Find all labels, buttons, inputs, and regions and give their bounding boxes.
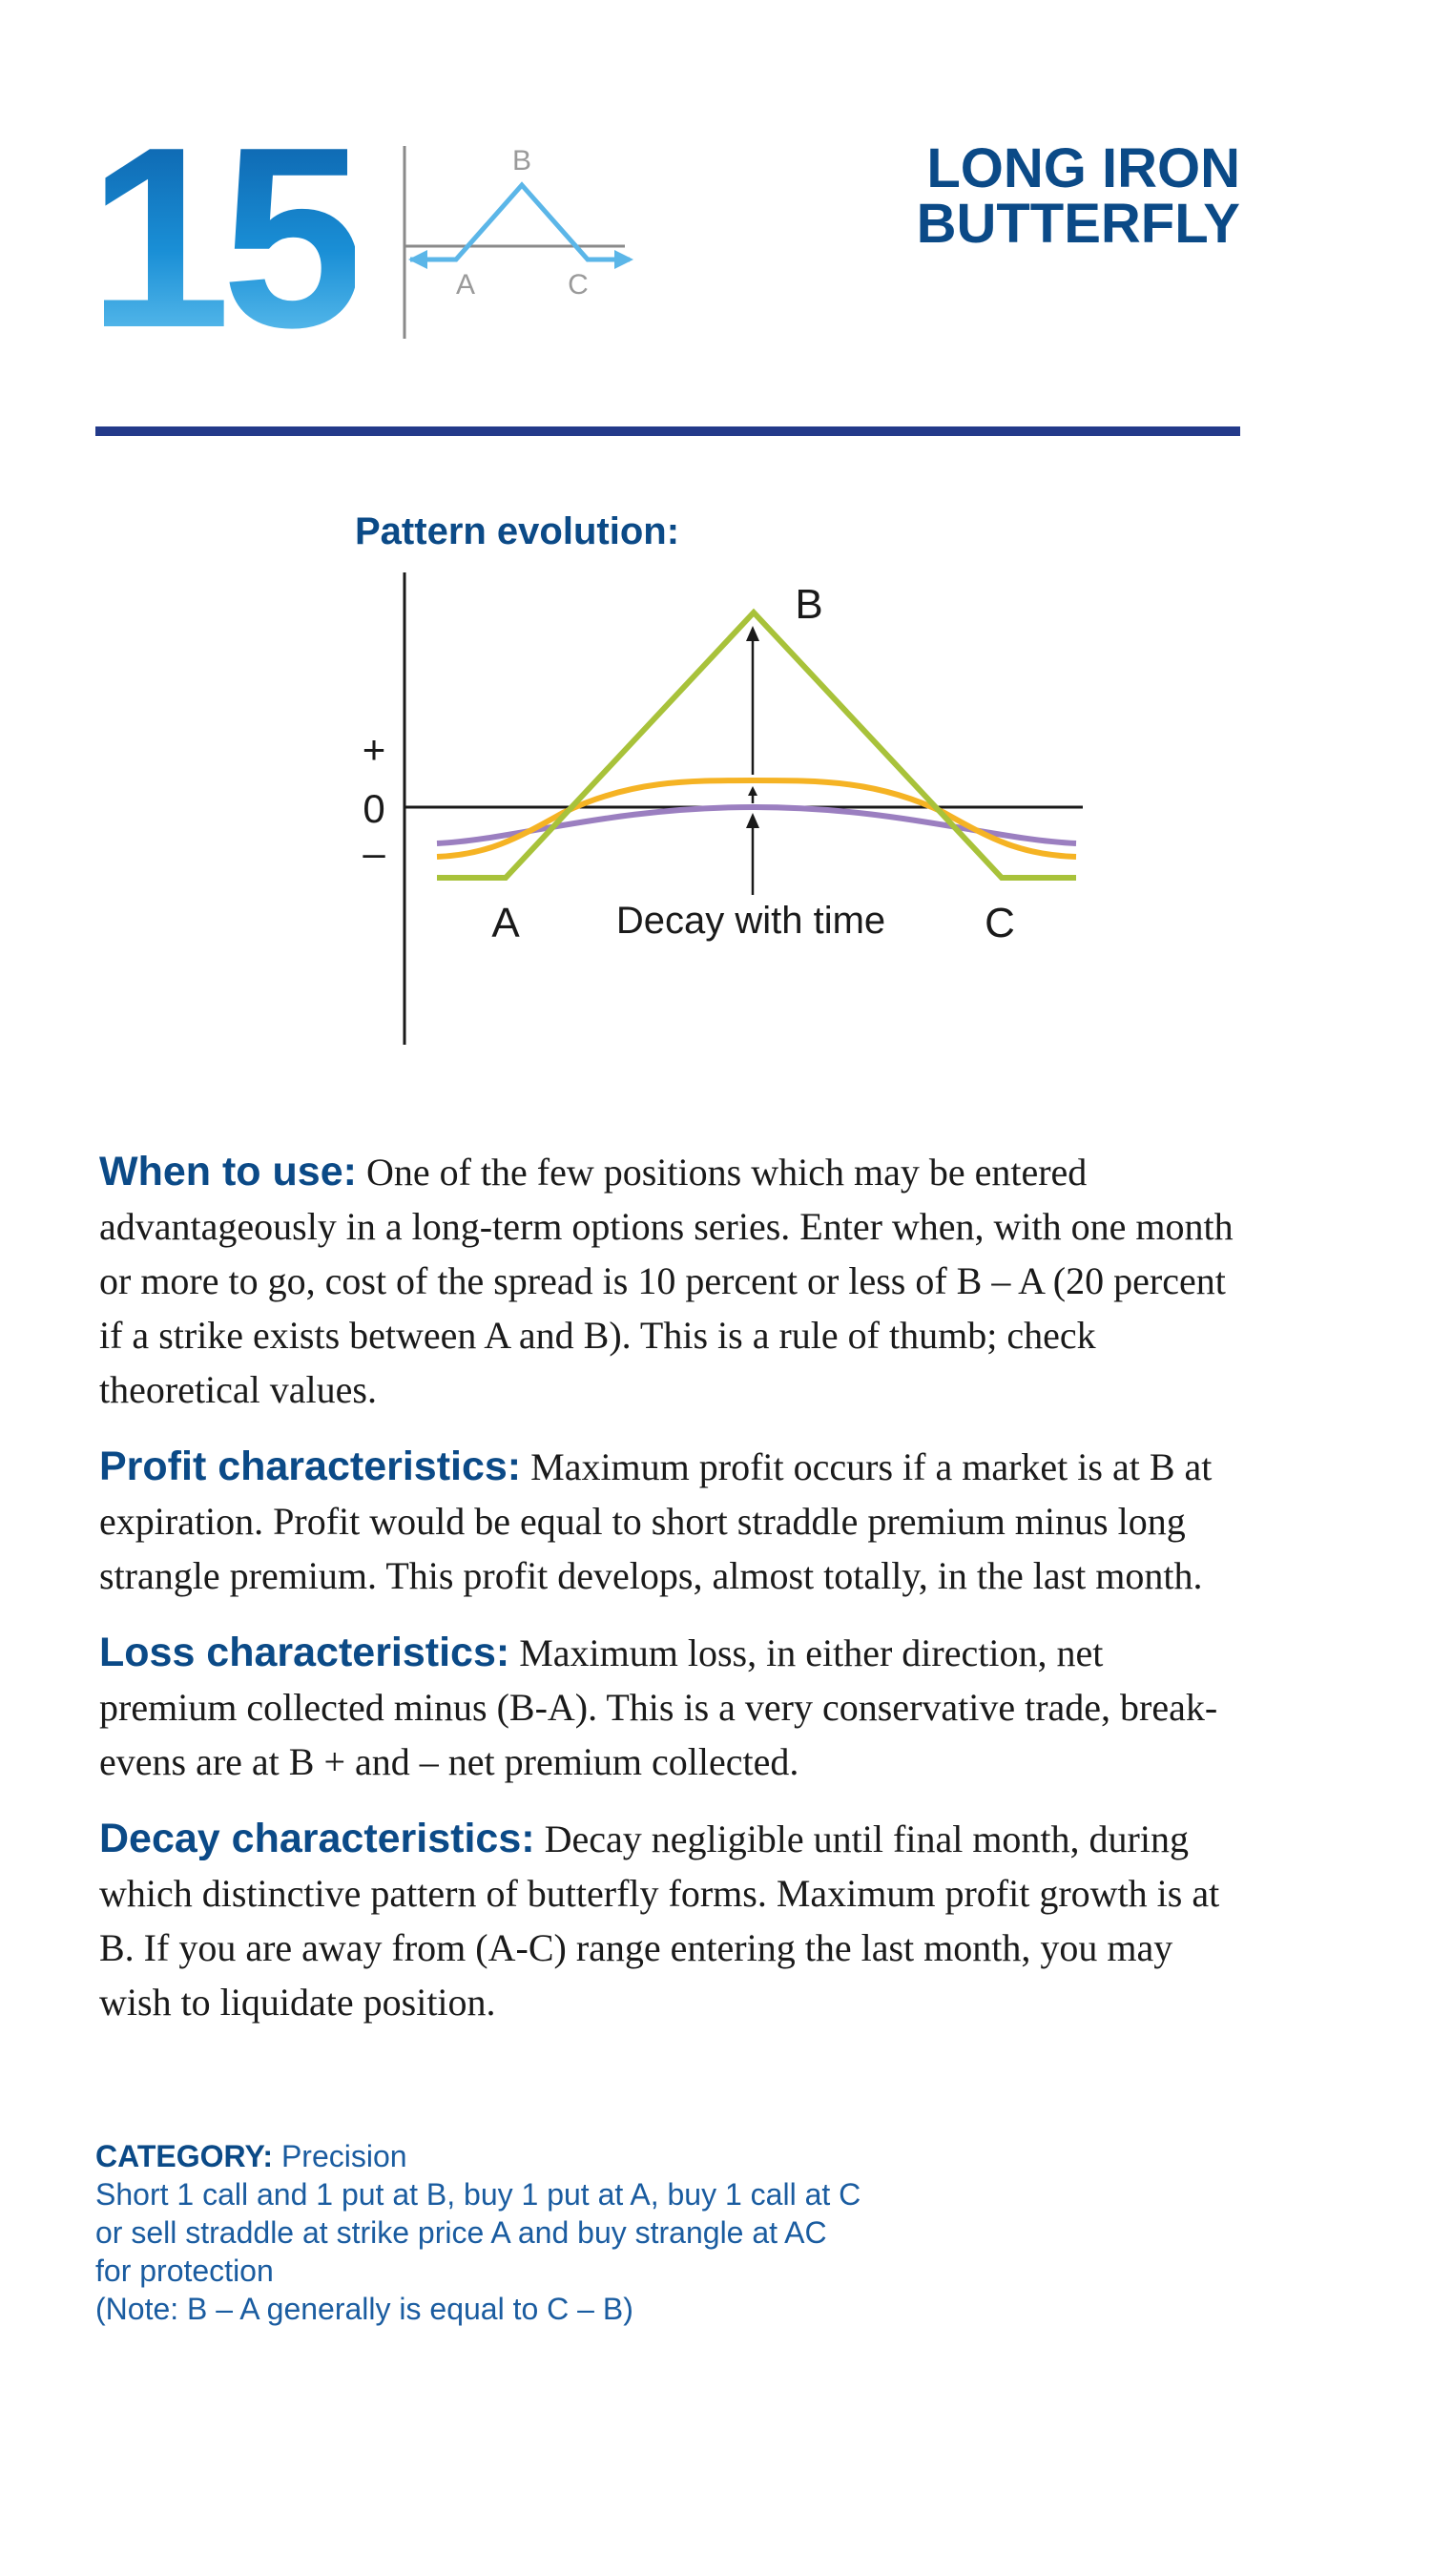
when-to-use-text: One of the few positions which may be entered advantageously in a long-term options series. Enter when, with one month or more to go, cost of the spread is 10 percent or less of B – A (20 percent if a strike exists between A and B). This is a rule of thumb; check theoretical values. xyxy=(99,1151,1234,1411)
decay-arrow-mid-head xyxy=(748,786,757,796)
loss-heading: Loss characteristics: xyxy=(99,1630,510,1675)
label-c: C xyxy=(985,900,1015,946)
category-detail-1: Short 1 call and 1 put at B, buy 1 put at A, buy 1 call at C xyxy=(95,2177,861,2212)
category-detail-2: or sell straddle at strike price A and buy strangle at AC xyxy=(95,2215,827,2250)
icon-label-a: A xyxy=(455,269,476,301)
pattern-evolution-chart xyxy=(0,0,1431,1097)
loss-paragraph xyxy=(99,1626,1244,1789)
title-line-1: LONG IRON xyxy=(926,137,1240,199)
y-plus-label: + xyxy=(362,727,386,772)
decay-arrow-top-head xyxy=(746,626,759,641)
title-line-2: BUTTERFLY xyxy=(916,193,1240,255)
category-note: (Note: B – A generally is equal to C – B) xyxy=(95,2292,633,2326)
profit-heading: Profit characteristics: xyxy=(99,1444,522,1489)
when-to-use-heading: When to use: xyxy=(99,1149,357,1195)
decay-annotation: Decay with time xyxy=(615,900,886,942)
y-minus-label: – xyxy=(363,830,385,875)
icon-label-b: B xyxy=(511,145,532,177)
profit-text: Maximum profit occurs if a market is at B at expiration. Profit would be equal to short straddle premium minus long strangle premium. This profit develops, almost totally, in the last month. xyxy=(99,1445,1213,1597)
decay-paragraph xyxy=(99,1812,1244,2029)
profit-paragraph xyxy=(99,1440,1244,1603)
chart-title: Pattern evolution: xyxy=(355,510,680,552)
decay-heading: Decay characteristics: xyxy=(99,1816,535,1861)
when-to-use-paragraph xyxy=(99,1145,1244,1417)
y-zero-label: 0 xyxy=(363,786,385,831)
icon-label-c: C xyxy=(568,269,589,301)
category-block xyxy=(95,2137,1049,2328)
category-value: Precision xyxy=(273,2139,407,2173)
strategy-number: 15 xyxy=(88,94,356,382)
label-b: B xyxy=(795,581,823,628)
expiration-line xyxy=(437,613,1076,878)
category-label: CATEGORY: xyxy=(95,2139,274,2173)
description-body xyxy=(99,1145,1244,2052)
loss-text: Maximum loss, in either direction, net premium collected minus (B-A). This is a very conservative trade, break-evens are at B + and – net premium collected. xyxy=(99,1631,1218,1783)
decay-text: Decay negligible until final month, during which distinctive pattern of butterfly forms. Maximum profit growth is at B. If you are away from (A-C) range entering the last month, you may wish to liquidate position. xyxy=(99,1818,1220,2024)
category-detail-3: for protection xyxy=(95,2254,274,2288)
label-a: A xyxy=(491,900,520,946)
category-line xyxy=(95,2137,1049,2175)
decay-arrow-low-head xyxy=(746,813,759,828)
